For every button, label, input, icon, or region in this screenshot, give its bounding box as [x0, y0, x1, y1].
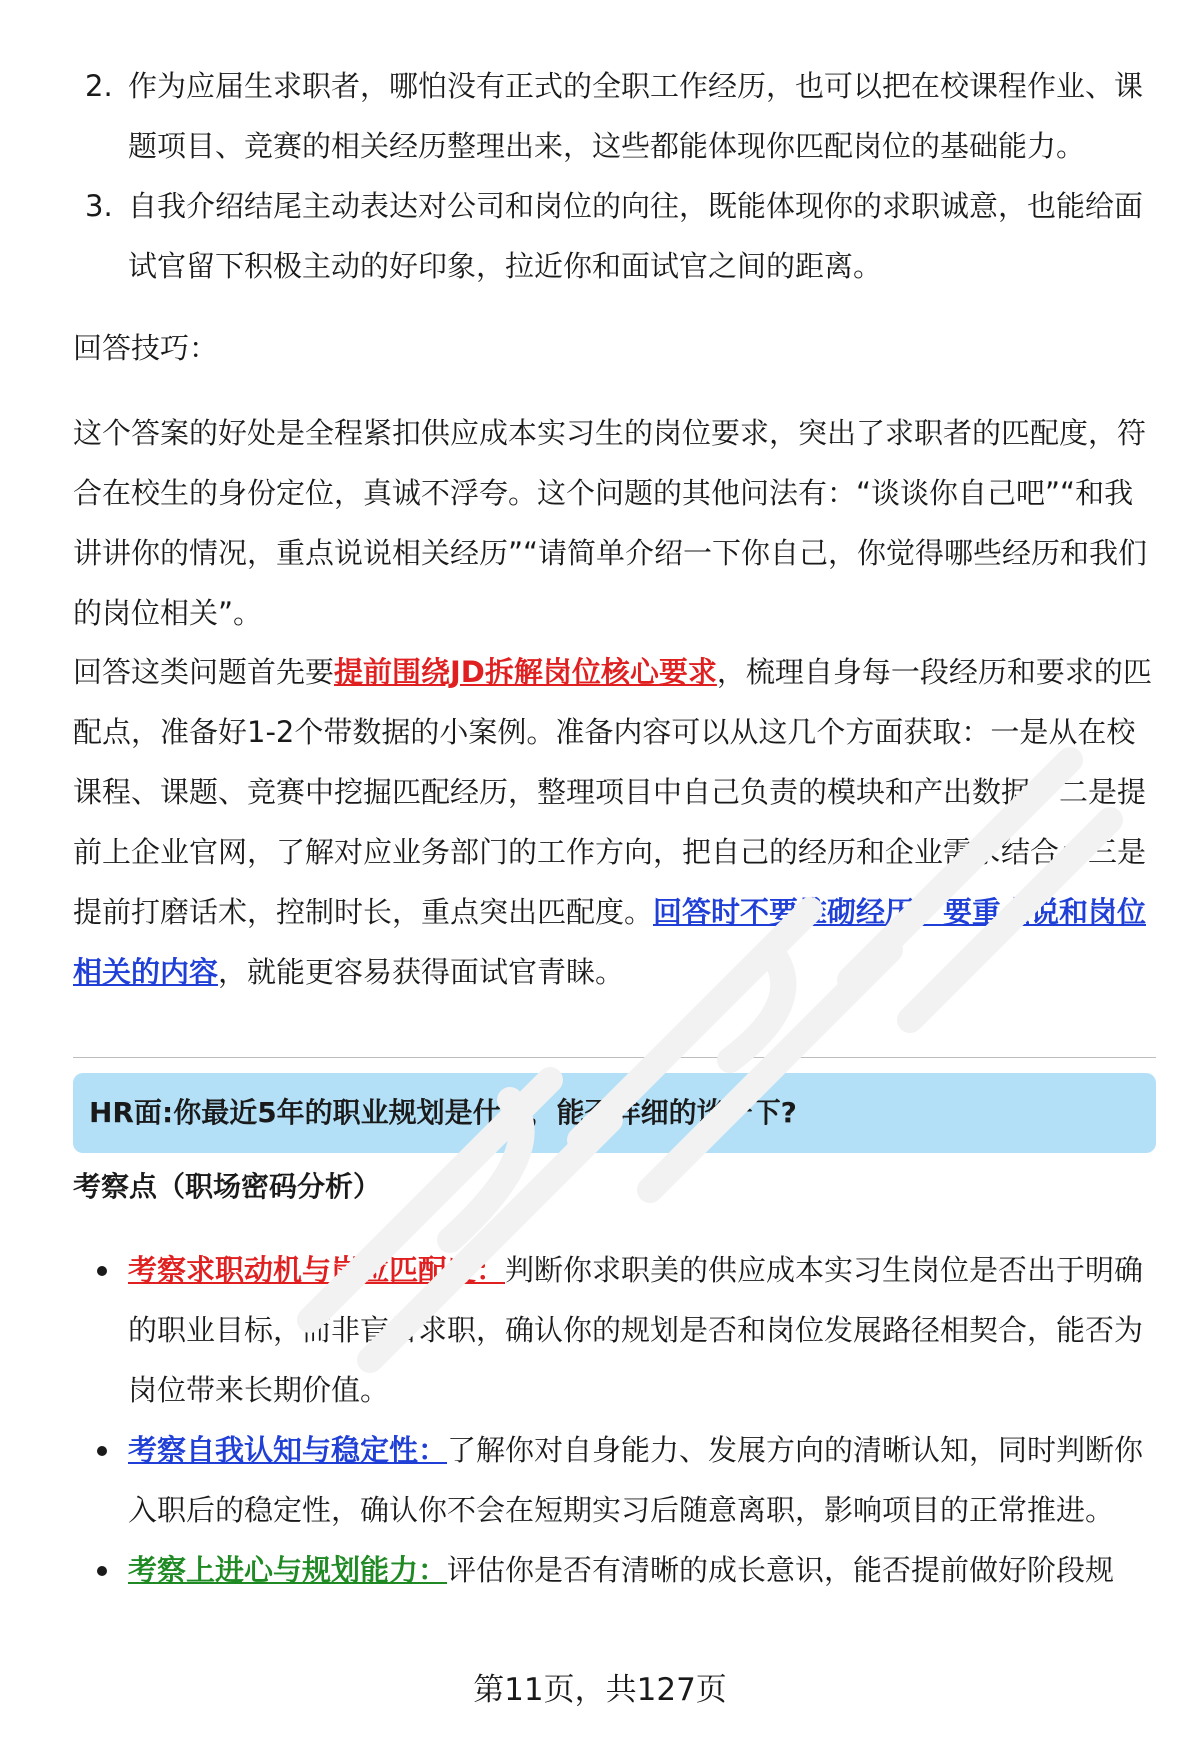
question-title: HR面:你最近5年的职业规划是什么，能否详细的谈一下?: [89, 1096, 797, 1129]
list-number: 2.: [85, 69, 113, 103]
method-text: ，就能更容易获得面试官青睐。: [218, 955, 625, 989]
list-item: [73, 56, 1153, 176]
tips-paragraph: 这个答案的好处是全程紧扣供应成本实习生的岗位要求，突出了求职者的匹配度，符合在校生的身份定位，真诚不浮夸。这个问题的其他问法有：“谈谈你自己吧”“和我讲讲你的情况，重点说说相关经历”“请简单介绍一下你自己，你觉得哪些经历和我们的岗位相关”。: [73, 416, 1148, 630]
bullet-dot-icon: [97, 1566, 107, 1576]
bullet-item: [73, 1240, 1156, 1420]
page-footer: 第11页，共127页: [473, 1672, 727, 1708]
bullet-text: 了解你对自身能力、发展方向的清晰认知，同时判断你入职后的稳定性，确认你不会在短期实习后随意离职，影响项目的正常推进。: [128, 1433, 1144, 1527]
bullet-dot-icon: [97, 1266, 107, 1276]
bullet-list: [73, 1240, 1156, 1600]
bullet-label: 考察上进心与规划能力：: [128, 1553, 448, 1587]
highlight-blue: 回答时不要堆砌经历，要重点说和岗位相关的内容: [73, 895, 1147, 989]
bullet-item: [73, 1420, 1156, 1540]
method-text: 回答这类问题首先要: [73, 655, 335, 689]
list-item-text: 作为应届生求职者，哪怕没有正式的全职工作经历，也可以把在校课程作业、课题项目、竞赛的相关经历整理出来，这些都能体现你匹配岗位的基础能力。: [128, 69, 1144, 163]
section-divider: [73, 1057, 1156, 1058]
list-number: 3.: [85, 189, 113, 223]
highlight-red: 提前围绕JD拆解岗位核心要求: [334, 655, 717, 689]
bullet-text: 评估你是否有清晰的成长意识，能否提前做好阶段规: [447, 1553, 1115, 1587]
bullet-dot-icon: [97, 1446, 107, 1456]
bullet-text: 判断你求职美的供应成本实习生岗位是否出于明确的职业目标，而非盲目求职，确认你的规划是否和岗位发展路径相契合，能否为岗位带来长期价值。: [128, 1253, 1144, 1407]
list-item: [73, 176, 1153, 296]
tips-heading: 回答技巧：: [73, 331, 219, 365]
method-paragraph: [73, 642, 1153, 1002]
bullet-item: [73, 1540, 1156, 1600]
bullet-label: 考察求职动机与岗位匹配度：: [128, 1253, 506, 1287]
method-text: ，梳理自身每一段经历和要求的匹配点，准备好1-2个带数据的小案例。准备内容可以从这几个方面获取：一是从在校课程、课题、竞赛中挖掘匹配经历，整理项目中自己负责的模块和产出数据；二是提前上企业官网，了解对应业务部门的工作方向，把自己的经历和企业需求结合；三是提前打磨话术，控制时长，重点突出匹配度。: [73, 655, 1152, 929]
subheading: 考察点（职场密码分析）: [73, 1170, 382, 1203]
numbered-list: [73, 56, 1153, 296]
bullet-label: 考察自我认知与稳定性：: [128, 1433, 448, 1467]
list-item-text: 自我介绍结尾主动表达对公司和岗位的向往，既能体现你的求职诚意，也能给面试官留下积极主动的好印象，拉近你和面试官之间的距离。: [128, 189, 1144, 283]
question-box: [73, 1073, 1156, 1153]
